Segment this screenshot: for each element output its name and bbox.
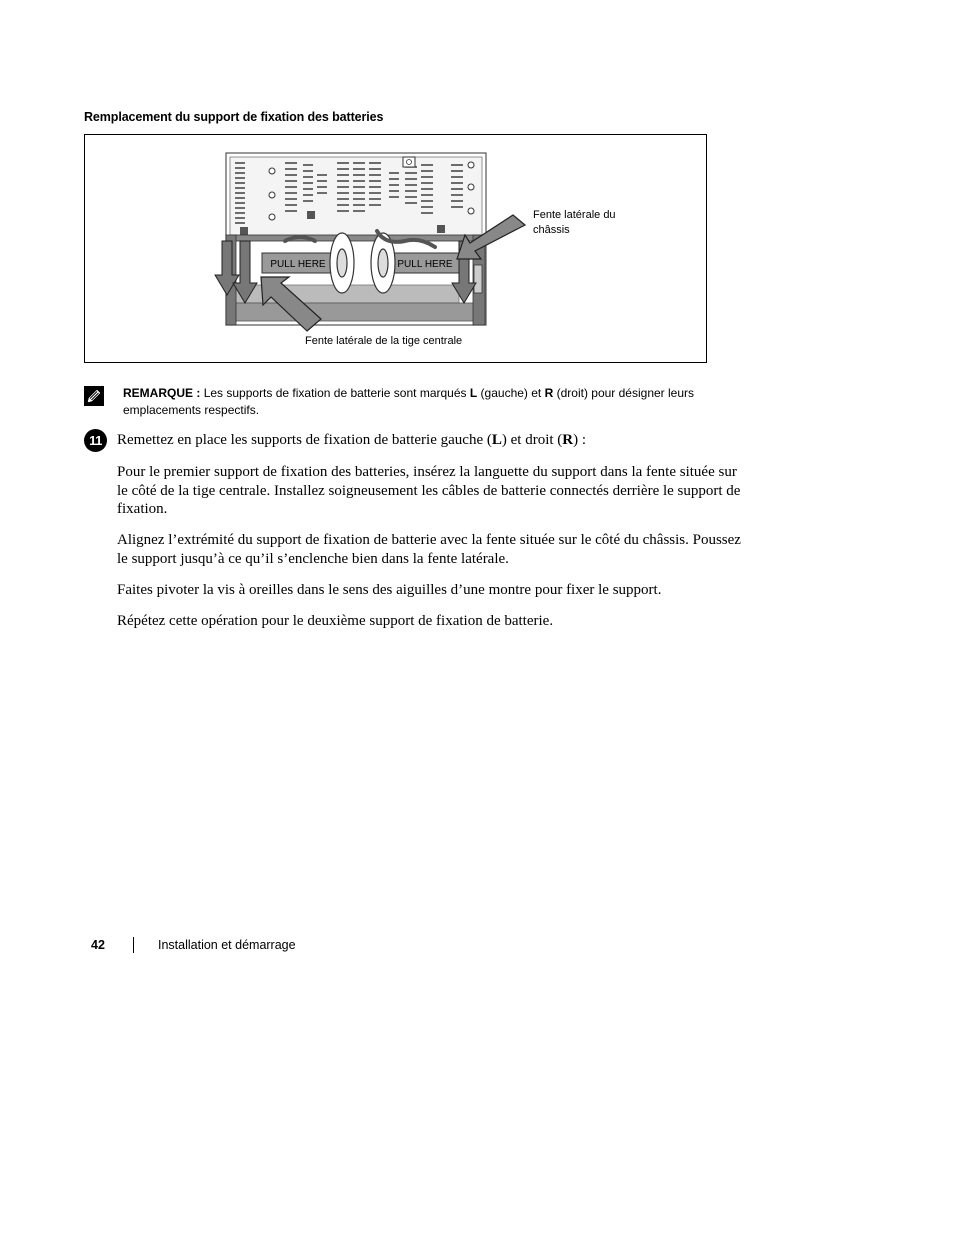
note-text-part-1: Les supports de fixation de batterie sont marqués <box>203 386 467 400</box>
note-label: REMARQUE : <box>123 386 201 400</box>
right-bracket <box>389 253 461 273</box>
footer-divider <box>133 937 134 953</box>
step-letter-l: L <box>491 432 502 448</box>
footer-section-title: Installation et démarrage <box>158 938 296 952</box>
bracket-rail <box>230 235 482 241</box>
pull-here-right-label: PULL HERE <box>397 259 453 270</box>
step-text-part-1: Remettez en place les supports de fixation de batterie gauche ( <box>117 432 492 448</box>
figure-frame <box>84 134 707 363</box>
paragraph-repeat: Répétez cette opération pour le deuxième support de fixation de batterie. <box>117 613 554 629</box>
step-letter-r: R <box>562 432 574 448</box>
paragraph-insert-tab: Pour le premier support de fixation des batteries, insérez la languette du support dans la fente située sur le côté de la tige centrale. Installez soigneusement les câbles de batterie connectés derrière le support de fixation. <box>117 464 741 517</box>
paragraph-align-bracket: Alignez l’extrémité du support de fixation de batterie avec la fente située sur le côté du châssis. Poussez le support jusqu’à ce qu’il s’enclenche bien dans la fente latérale. <box>117 532 741 567</box>
battery-bracket-illustration <box>85 135 708 364</box>
step-text-part-2: ) et droit ( <box>501 432 563 448</box>
pencil-note-icon <box>84 386 104 406</box>
note-letter-r: R <box>544 386 554 400</box>
page-number: 42 <box>91 938 105 952</box>
callout-center-rod-slot: Fente latérale de la tige centrale <box>305 335 463 347</box>
step-text-part-3: ) : <box>573 432 587 448</box>
paragraph-rotate-screw: Faites pivoter la vis à oreilles dans le sens des aiguilles d’une montre pour fixer le support. <box>117 582 662 598</box>
note-text-part-2: (gauche) et <box>480 386 542 400</box>
left-bracket <box>262 253 334 273</box>
note-letter-l: L <box>469 386 478 400</box>
note-text-part-3: (droit) pour désigner leurs emplacements respectifs. <box>123 386 695 417</box>
chassis-floor <box>230 303 482 321</box>
pull-here-left-label: PULL HERE <box>270 259 326 270</box>
top-latch <box>403 157 415 167</box>
note-text <box>123 385 743 419</box>
step-instruction <box>117 431 586 450</box>
figure-caption: Remplacement du support de fixation des batteries <box>84 110 384 124</box>
callout-chassis-slot: Fente latérale du châssis <box>533 209 616 236</box>
step-number-badge: 11 <box>84 429 107 452</box>
